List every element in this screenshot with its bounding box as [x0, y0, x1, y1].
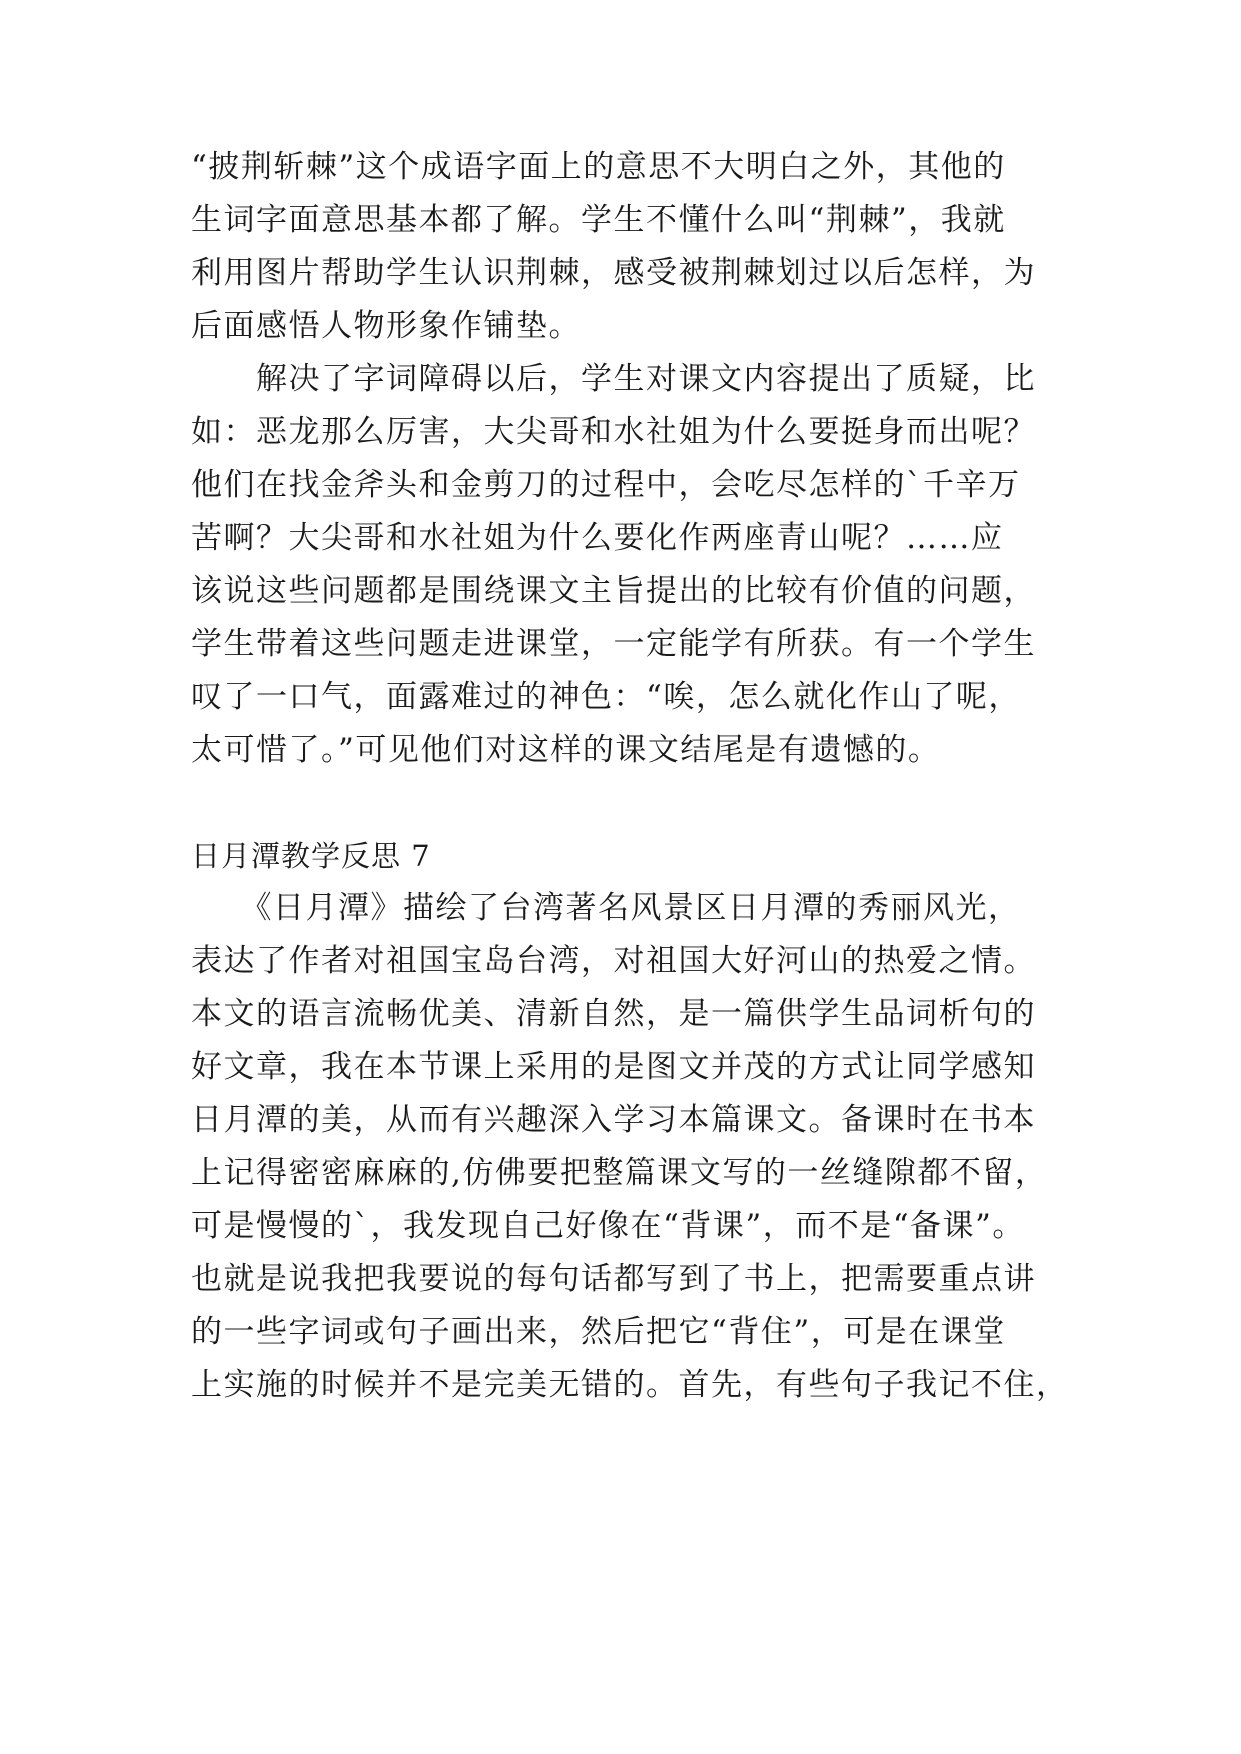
- text-line: 日月潭的美，从而有兴趣深入学习本篇课文。备课时在书本: [191, 1102, 1036, 1138]
- text-line: 苦啊？大尖哥和水社姐为什么要化作两座青山呢？……应: [191, 520, 1004, 556]
- text-line: 上记得密密麻麻的,仿佛要把整篇课文写的一丝缝隙都不留，: [191, 1155, 1048, 1191]
- text-line: 后面感悟人物形象作铺垫。: [191, 308, 581, 344]
- text-line: 太可惜了。”可见他们对这样的课文结尾是有遗憾的。: [191, 732, 941, 768]
- text-line: 叹了一口气，面露难过的神色：“唉，怎么就化作山了呢，: [191, 679, 1021, 715]
- text-line: 生词字面意思基本都了解。学生不懂什么叫“荆棘”，我就: [191, 202, 1006, 238]
- text-line: 好文章，我在本节课上采用的是图文并茂的方式让同学感知: [191, 1049, 1036, 1085]
- text-line: 可是慢慢的`，我发现自己好像在“背课”，而不是“备课”。: [191, 1208, 1025, 1244]
- section-heading: 日月潭教学反思 7: [191, 839, 431, 873]
- text-line: 表达了作者对祖国宝岛台湾，对祖国大好河山的热爱之情。: [191, 943, 1036, 979]
- text-line: 利用图片帮助学生认识荆棘，感受被荆棘划过以后怎样，为: [191, 255, 1036, 291]
- text-line: 也就是说我把我要说的每句话都写到了书上，把需要重点讲: [191, 1261, 1036, 1297]
- text-line: “披荆斩棘”这个成语字面上的意思不大明白之外，其他的: [191, 149, 1006, 185]
- text-line: 如：恶龙那么厉害，大尖哥和水社姐为什么要挺身而出呢？: [191, 414, 1036, 450]
- text-line: 他们在找金斧头和金剪刀的过程中，会吃尽怎样的`千辛万: [191, 467, 1021, 503]
- text-line: 《日月潭》描绘了台湾著名风景区日月潭的秀丽风光，: [191, 890, 1021, 926]
- text-line: 上实施的时候并不是完美无错的。首先，有些句子我记不住，: [191, 1367, 1069, 1403]
- text-line: 本文的语言流畅优美、清新自然，是一篇供学生品词析句的: [191, 996, 1036, 1032]
- text-line: 学生带着这些问题走进课堂，一定能学有所获。有一个学生: [191, 626, 1036, 662]
- text-line: 该说这些问题都是围绕课文主旨提出的比较有价值的问题，: [191, 573, 1036, 609]
- text-line: 的一些字词或句子画出来，然后把它“背住”，可是在课堂: [191, 1314, 1006, 1350]
- text-line: 解决了字词障碍以后，学生对课文内容提出了质疑，比: [191, 361, 1036, 397]
